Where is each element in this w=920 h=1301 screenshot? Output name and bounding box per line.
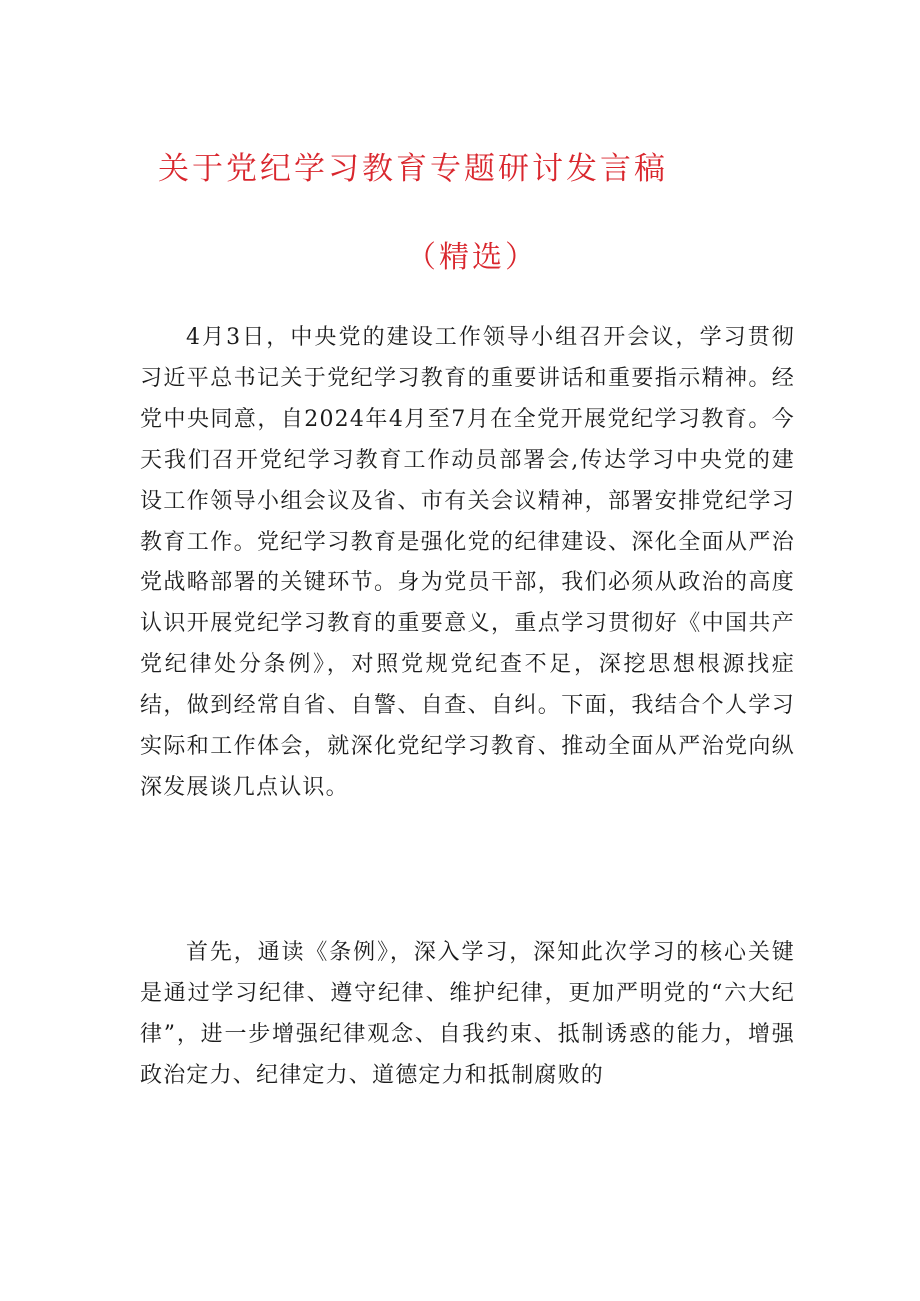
body-paragraph: 首先，通读《条例》，深入学习，深知此次学习的核心关键是通过学习纪律、遵守纪律、维护纪律，更加严明党的“六大纪律”，进一步增强纪律观念、自我约束、抵制诱惑的能力，增强政治定力、纪律定力、道德定力和抵制腐败的 [140,940,795,1088]
document-title: 关于党纪学习教育专题研讨发言稿 [158,151,668,187]
document-subtitle: （精选） [406,240,538,275]
body-paragraph: 4月3日，中央党的建设工作领导小组召开会议，学习贯彻习近平总书记关于党纪学习教育的重要讲话和重要指示精神。经党中央同意，自2024年4月至7月在全党开展党纪学习教育。今天我们召开党纪学习教育工作动员部署会,传达学习中央党的建设工作领导小组会议及省、市有关会议精神，部署安排党纪学习教育工作。党纪学习教育是强化党的纪律建设、深化全面从严治党战略部署的关键环节。身为党员干部，我们必须从政治的高度认识开展党纪学习教育的重要意义，重点学习贯彻好《中国共产党纪律处分条例》，对照党规党纪查不足，深挖思想根源找症结，做到经常自省、自警、自查、自纠。下面，我结合个人学习实际和工作体会，就深化党纪学习教育、推动全面从严治党向纵深发展谈几点认识。 [140,325,795,800]
